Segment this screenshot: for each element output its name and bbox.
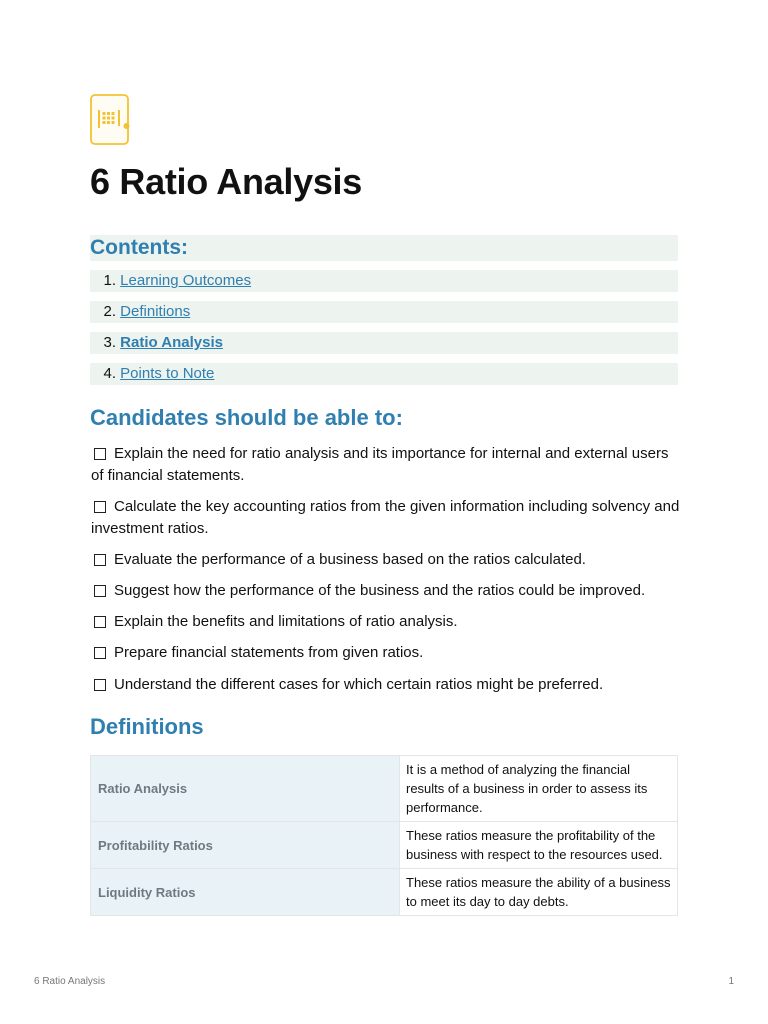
checkbox[interactable] [94,501,106,513]
definition-description: These ratios measure the profitability of the business with respect to the resources used. [400,822,678,869]
definition-description: These ratios measure the ability of a business to meet its day to day debts. [400,869,678,916]
definitions-heading: Definitions [90,714,204,739]
ledger-book-icon [90,94,130,146]
definition-term: Profitability Ratios [91,822,400,869]
outcomes-heading: Candidates should be able to: [90,405,403,430]
definition-term: Liquidity Ratios [91,869,400,916]
toc-item-definitions [90,301,678,323]
outcome-item [91,611,681,633]
checkbox[interactable] [94,679,106,691]
table-row [91,822,678,869]
checkbox[interactable] [94,554,106,566]
outcome-item [91,674,681,696]
toc-link-definitions[interactable]: Definitions [120,303,191,320]
checkbox[interactable] [94,448,106,460]
outcome-item [91,549,681,571]
outcome-item [91,580,681,602]
toc-link-learning-outcomes[interactable]: Learning Outcomes [120,272,252,289]
page-number: 1 [728,976,734,987]
toc-number: 2. [103,303,116,320]
toc-number: 4. [103,365,116,382]
outcome-text: Calculate the key accounting ratios from the given information including solvency and investment ratios. [91,498,680,537]
checkbox[interactable] [94,616,106,628]
checkbox[interactable] [94,585,106,597]
toc-number: 3. [103,334,116,351]
footer-title: 6 Ratio Analysis [34,976,106,987]
toc-number: 1. [103,272,116,289]
outcome-text: Explain the benefits and limitations of ratio analysis. [114,613,458,630]
outcome-item [91,496,681,540]
definition-description: It is a method of analyzing the financial results of a business in order to assess its performance. [400,756,678,822]
definition-term: Ratio Analysis [91,756,400,822]
outcome-text: Suggest how the performance of the business and the ratios could be improved. [114,582,646,599]
toc-link-points-to-note[interactable]: Points to Note [120,365,215,382]
definitions-table [90,755,678,916]
table-of-contents [90,270,678,394]
table-row [91,869,678,916]
outcome-text: Explain the need for ratio analysis and its importance for internal and external users of financial statements. [91,445,669,484]
outcome-text: Prepare financial statements from given ratios. [114,644,424,661]
outcomes-list [91,443,681,696]
contents-heading: Contents: [90,235,678,261]
table-row [91,756,678,822]
toc-item-ratio-analysis [90,332,678,354]
checkbox[interactable] [94,647,106,659]
outcome-item [91,443,681,487]
outcome-text: Understand the different cases for which certain ratios might be preferred. [114,676,604,693]
outcome-text: Evaluate the performance of a business based on the ratios calculated. [114,551,586,568]
toc-item-learning-outcomes [90,270,678,292]
page-title: 6 Ratio Analysis [90,161,362,202]
toc-item-points-to-note [90,363,678,385]
outcome-item [91,642,681,664]
toc-link-ratio-analysis[interactable]: Ratio Analysis [120,334,223,351]
